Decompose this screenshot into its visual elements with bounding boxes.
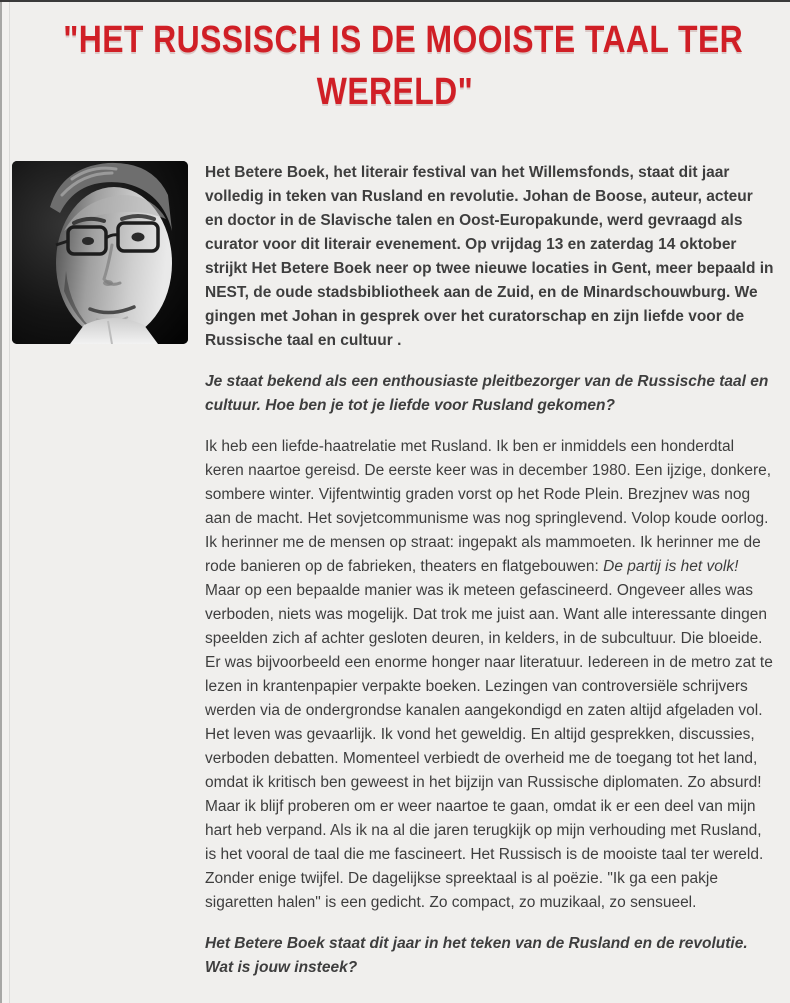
window-left-edge [0,2,10,1003]
answer-1-part-2: Maar op een bepaalde manier was ik meteen gefascineerd. Ongeveer alles was verboden, niets was mogelijk. Dat trok me juist aan. Want alle interessante dingen speelden zich af achter gesloten deuren, in kelders, in de subcultuur. Die bloeide. Er was bijvoorbeeld een enorme honger naar literatuur. Iedereen in de metro zat te lezen in krantenpapier verpakte boeken. Lezingen van controversiële schrijvers werden via de ondergrondse kanalen aangekondigd en zaten altijd afgeladen vol. Het leven was gevaarlijk. Ik vond het geweldig. En altijd gesprekken, discussies, verboden debatten. Momenteel verbiedt de overheid me de toegang tot het land, omdat ik kritisch ben geweest in het bijzijn van Russische diplomaten. Zo absurd! Maar ik blijf proberen om er weer naartoe te gaan, omdat ik er een deel van mijn hart heb verpand. Als ik na al die jaren terugkijk op mijn verhouding met Rusland, is het vooral de taal die me fascineert. Het Russisch is de mooiste taal ter wereld. Zonder enige twijfel. De dagelijkse spreektaal is al poëzie. "Ik ga een pakje sigaretten halen" is een gedicht. Zo compact, zo muzikaal, zo sensueel. [205,582,773,911]
article-body [205,161,775,997]
article-header [0,2,790,118]
answer-1-part-1: Ik heb een liefde-haatrelatie met Rusland. Ik ben er inmiddels een honderdtal keren naartoe gereisd. De eerste keer was in december 1980. Een ijzige, donkere, sombere winter. Vijfentwintig graden vorst op het Rode Plein. Brezjnev was nog aan de macht. Het sovjetcommunisme was nog springlevend. Volop koude oorlog. Ik herinner me de mensen op straat: ingepakt als mammoeten. Ik herinner me de rode banieren op de fabrieken, theaters en flatgebouwen: [205,438,772,575]
interview-question-2: Het Betere Boek staat dit jaar in het teken van de Rusland en de revolutie. Wat is jouw insteek? [205,935,748,976]
page-title-line-2: WERELD" [316,71,474,113]
interview-question-1: Je staat bekend als een enthousiaste pleitbezorger van de Russische taal en cultuur. Hoe ben je tot je liefde voor Rusland gekomen? [205,373,769,414]
intro-paragraph: Het Betere Boek, het literair festival van het Willemsfonds, staat dit jaar volledig in teken van Rusland en revolutie. Johan de Boose, auteur, acteur en doctor in de Slavische talen en Oost-Europakunde, werd gevraagd als curator voor dit literair evenement. Op vrijdag 13 en zaterdag 14 oktober strijkt Het Betere Boek neer op twee nieuwe locaties in Gent, meer bepaald in NEST, de oude stadsbibliotheek aan de Zuid, en de Minardschouwburg. We gingen met Johan in gesprek over het curatorschap en zijn liefde voor de Russische taal en cultuur . [205,164,774,349]
article-main [0,161,790,997]
page-title [0,14,790,118]
portrait-image [12,161,188,344]
page-title-line-1: "HET RUSSISCH IS DE MOOISTE TAAL TER [63,19,744,61]
interview-answer-1 [205,435,775,915]
portrait-photo [12,161,188,344]
answer-1-italic-quote: De partij is het volk! [603,558,739,575]
